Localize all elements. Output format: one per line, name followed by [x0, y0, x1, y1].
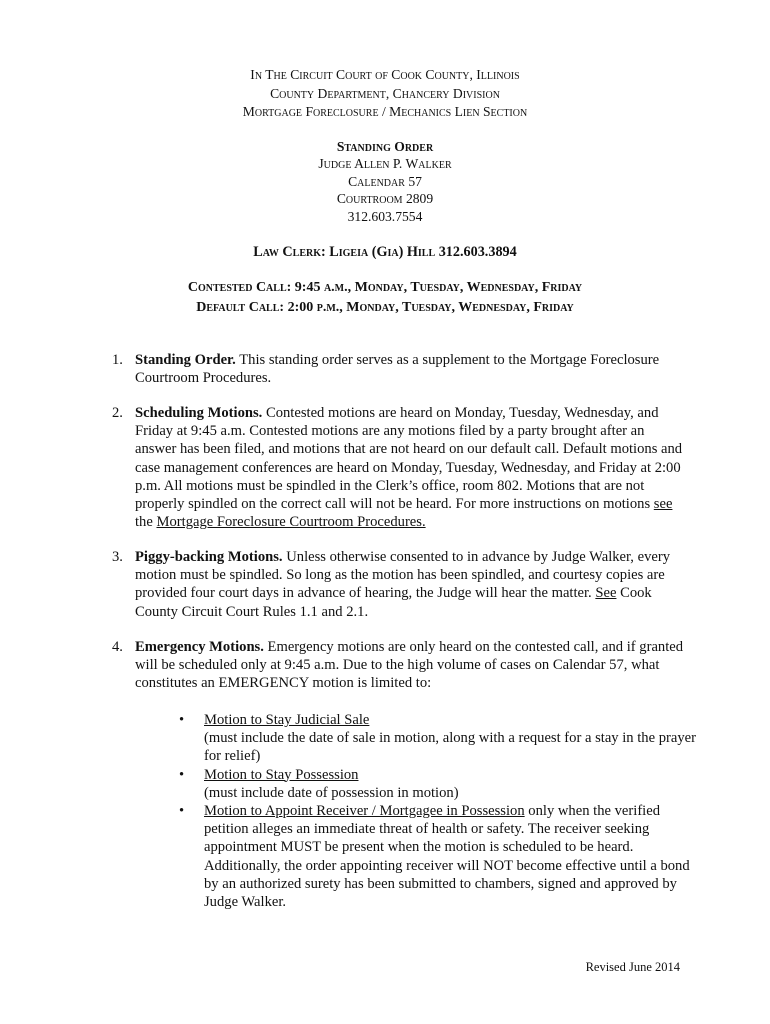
paragraph-standing-order [112, 351, 687, 387]
bullet-icon: • [179, 803, 185, 820]
standing-order-title: Standing Order [336, 139, 434, 154]
paragraph-heading: Standing Order. [135, 352, 236, 368]
paragraph-text: Contested motions are heard on Monday, Tuesday, Wednesday, and Friday at 9:45 a.m. Contested motions are any motions filed by a party brought after an answer has been filed, and motions that are not heard on our default call. Default motions and case management conferences are heard on Monday, Tuesday, Wednesday, and Friday at 2:00 p.m. All motions must be spindled in the Clerk’s office, room 802. Motions that are not properly spindled on the correct call will not be heard. For more instructions on motions [135, 405, 683, 513]
law-clerk-phone: 312.603.3894 [438, 244, 517, 260]
department-name: County Department, Chancery Division [270, 85, 500, 101]
law-clerk-line [0, 244, 770, 261]
paragraph-heading: Scheduling Motions. [135, 405, 263, 421]
bullet-text: only when the verified petition alleges an immediate threat of health or safety. The receiver seeking appointment MUST be present when the motion is scheduled to be heard. Additionally, the order appointing receiver will NOT become effective until a bond by an authorized surety has been submitted to chambers, signed and approved by Judge Walker. [204, 803, 690, 911]
law-clerk-name: Ligeia (Gia) Hill [329, 244, 436, 260]
bullet-title: Motion to Appoint Receiver / Mortgagee in Possession [204, 803, 525, 820]
default-call-label: Default Call: [196, 299, 285, 315]
paragraph-text-the: the [135, 514, 153, 531]
emergency-motion-list [176, 711, 696, 911]
list-item [176, 766, 696, 802]
paragraph-heading: Piggy-backing Motions. [135, 549, 283, 565]
contested-call-line [0, 278, 770, 298]
court-header [0, 66, 770, 122]
contested-call-label: Contested Call: [187, 280, 292, 295]
list-item [176, 711, 696, 766]
paragraph-emergency-motions [112, 638, 687, 693]
paragraph-text: Unless otherwise consented to in advance by Judge Walker, every motion must be spindled. So long as the motion has been spindled, and courtesy copies are provided four court days in advance of hearing, the Judge will hear the matter. [135, 549, 671, 602]
paragraph-text: This standing order serves as a supplement to the Mortgage Foreclosure Courtroom Procedures. [135, 352, 660, 387]
standing-order-block [0, 138, 770, 225]
judge-name: Judge Allen P. Walker [318, 156, 452, 172]
bullet-icon: • [179, 766, 185, 783]
bullet-title: Motion to Stay Judicial Sale [204, 712, 370, 728]
call-schedule [0, 278, 770, 317]
court-name: In The Circuit Court of Cook County, Illinois [250, 67, 520, 82]
contested-call-value: 9:45 a.m., Monday, Tuesday, Wednesday, Friday [294, 280, 583, 295]
see-reference: See [595, 585, 617, 602]
list-item [176, 802, 696, 911]
section-name: Mortgage Foreclosure / Mechanics Lien Section [242, 104, 528, 119]
bullet-icon: • [179, 712, 185, 728]
calendar-number: Calendar 57 [348, 173, 422, 189]
paragraph-number: 4. [112, 639, 123, 655]
paragraph-scheduling-motions [112, 404, 687, 531]
bullet-text: (must include date of possession in motion) [204, 784, 459, 801]
paragraph-text: Emergency motions are only heard on the contested call, and if granted will be scheduled only at 9:45 a.m. Due to the high volume of cases on Calendar 57, what constitutes an EMERGENCY motion is limited to: [135, 639, 684, 692]
rules-reference: Cook County Circuit Court Rules 1.1 and 2.1. [135, 585, 652, 620]
revision-date: Revised June 2014 [585, 960, 680, 974]
courtroom-phone: 312.603.7554 [347, 208, 423, 224]
courtroom-number: Courtroom 2809 [336, 191, 434, 207]
paragraph-number: 1. [112, 352, 123, 368]
paragraph-number: 2. [112, 405, 123, 421]
paragraph-piggy-backing [112, 548, 687, 621]
paragraph-heading: Emergency Motions. [135, 639, 264, 655]
default-call-line [0, 298, 770, 318]
bullet-title: Motion to Stay Possession [204, 766, 359, 783]
paragraph-number: 3. [112, 549, 123, 565]
bullet-text: (must include the date of sale in motion, along with a request for a stay in the prayer for relief) [204, 730, 696, 765]
see-reference: see [653, 496, 673, 513]
law-clerk-label: Law Clerk: [253, 244, 326, 260]
procedures-link[interactable]: Mortgage Foreclosure Courtroom Procedures. [156, 514, 426, 531]
default-call-value: 2:00 p.m., Monday, Tuesday, Wednesday, Friday [287, 299, 574, 315]
